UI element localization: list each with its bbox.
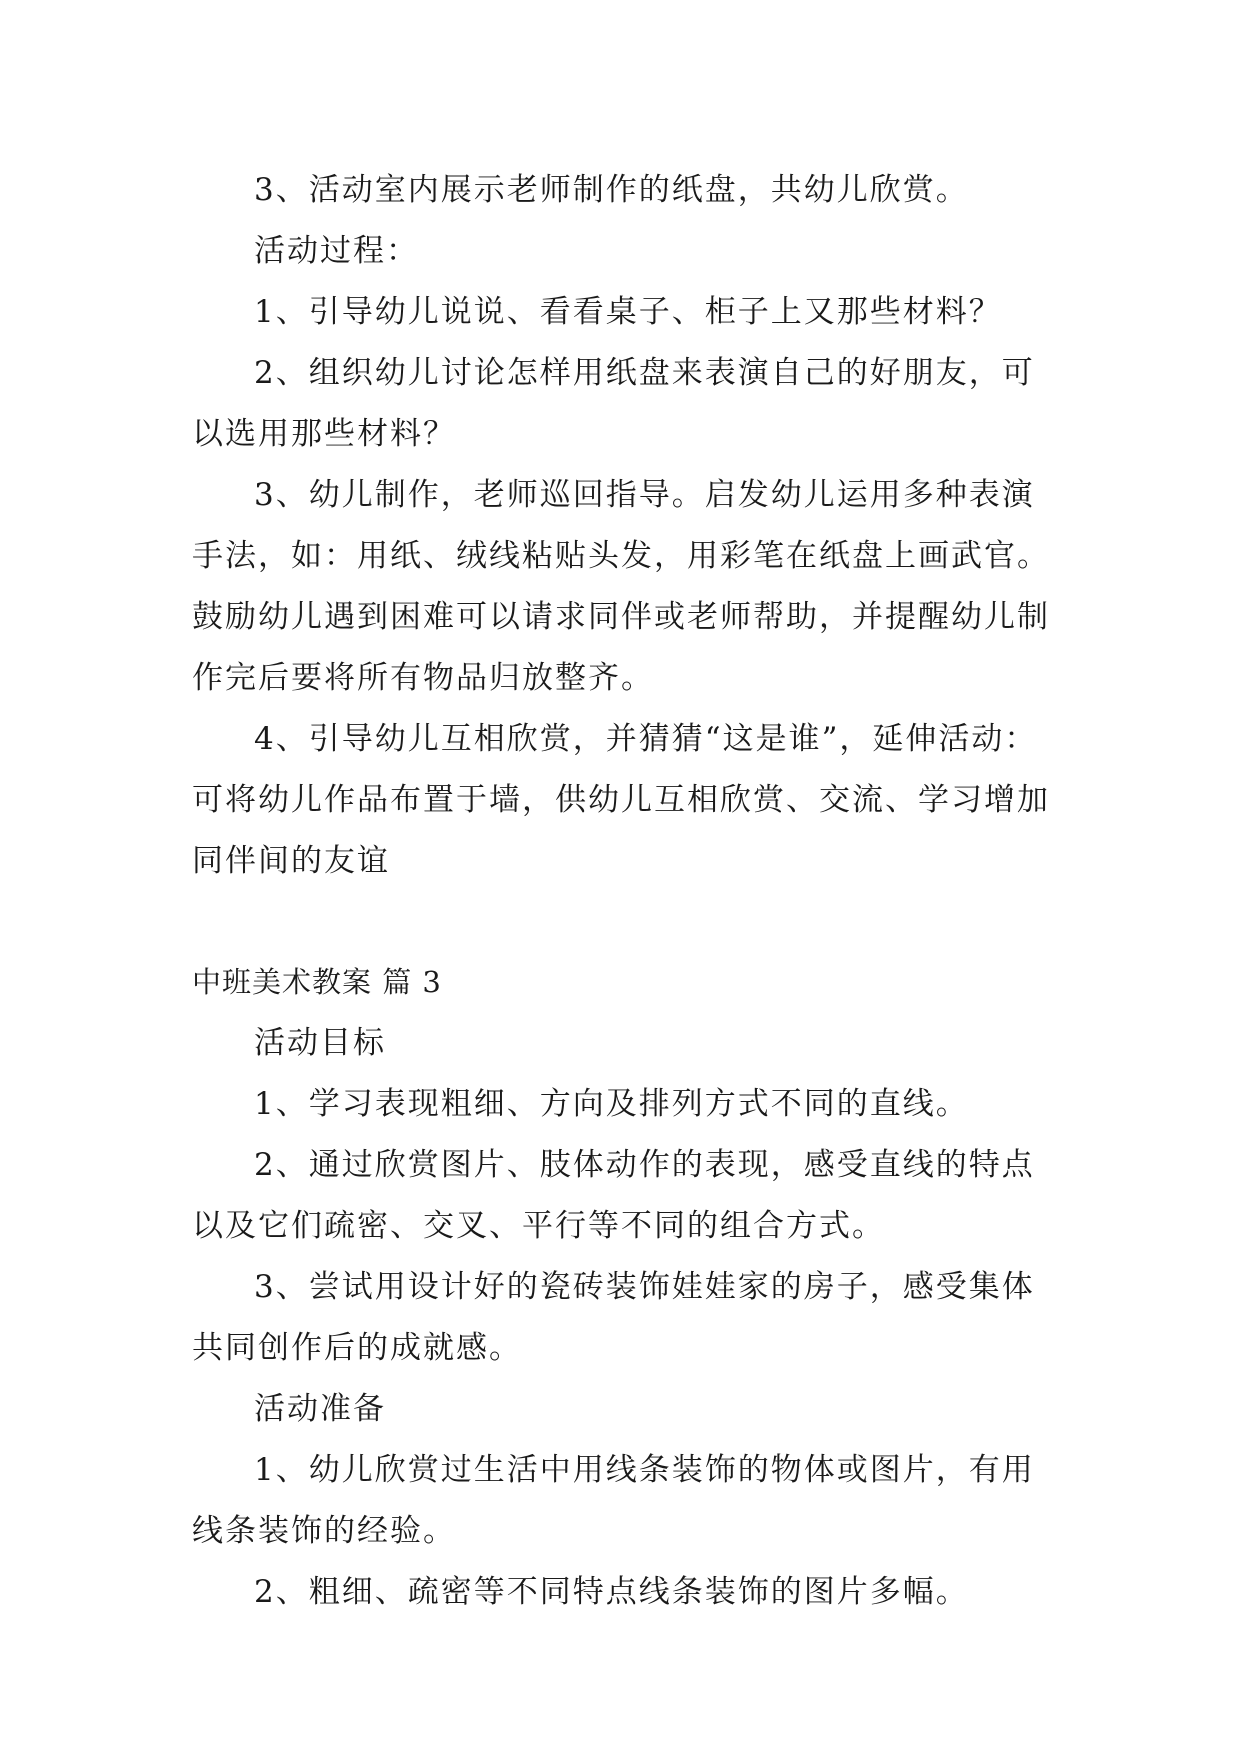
- paragraph-line: 2、通过欣赏图片、肢体动作的表现，感受直线的特点: [254, 1147, 1035, 1183]
- paragraph-line: 3、幼儿制作，老师巡回指导。启发幼儿运用多种表演: [254, 477, 1035, 513]
- paragraph-line: 2、粗细、疏密等不同特点线条装饰的图片多幅。: [254, 1574, 969, 1610]
- section-heading: 中班美术教案 篇 3: [192, 965, 442, 999]
- paragraph-line: 共同创作后的成就感。: [192, 1330, 522, 1366]
- paragraph-line: 手法，如：用纸、绒线粘贴头发，用彩笔在纸盘上画武官。: [192, 538, 1050, 574]
- paragraph-line: 4、引导幼儿互相欣赏，并猜猜“这是谁”，延伸活动：: [254, 721, 1038, 757]
- paragraph-line: 1、引导幼儿说说、看看桌子、柜子上又那些材料？: [254, 294, 1002, 330]
- subheading-activity-process: 活动过程：: [254, 233, 419, 269]
- paragraph-line: 鼓励幼儿遇到困难可以请求同伴或老师帮助，并提醒幼儿制: [192, 599, 1050, 635]
- paragraph-line: 可将幼儿作品布置于墙，供幼儿互相欣赏、交流、学习增加: [192, 782, 1050, 818]
- paragraph-line: 2、组织幼儿讨论怎样用纸盘来表演自己的好朋友，可: [254, 355, 1035, 391]
- paragraph-line: 线条装饰的经验。: [192, 1513, 456, 1549]
- paragraph-line: 1、学习表现粗细、方向及排列方式不同的直线。: [254, 1086, 969, 1122]
- subheading-activity-preparation: 活动准备: [254, 1391, 386, 1427]
- paragraph-line: 1、幼儿欣赏过生活中用线条装饰的物体或图片，有用: [254, 1452, 1035, 1488]
- document-body: [192, 160, 1072, 1623]
- section-gap: [192, 892, 1072, 952]
- subheading-activity-goals: 活动目标: [254, 1025, 386, 1061]
- paragraph-line: 3、活动室内展示老师制作的纸盘，共幼儿欣赏。: [254, 172, 969, 208]
- paragraph-line: 以选用那些材料？: [192, 416, 456, 452]
- paragraph-line: 以及它们疏密、交叉、平行等不同的组合方式。: [192, 1208, 885, 1244]
- paragraph-line: 同伴间的友谊: [192, 843, 390, 879]
- paragraph-line: 3、尝试用设计好的瓷砖装饰娃娃家的房子，感受集体: [254, 1269, 1035, 1305]
- paragraph-line: 作完后要将所有物品归放整齐。: [192, 660, 654, 696]
